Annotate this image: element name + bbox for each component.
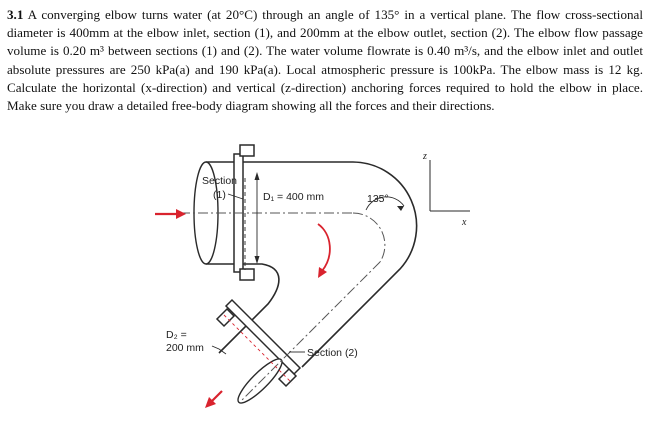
inlet-flow-arrow xyxy=(155,209,186,219)
bend-centerline xyxy=(353,213,385,262)
angle-arc-arrowhead xyxy=(397,206,404,211)
section1-label-line2: (1) xyxy=(213,189,226,201)
section1-label-line1: Section xyxy=(202,175,238,187)
axes-icon xyxy=(430,160,470,211)
outlet-flow-arrow xyxy=(205,391,222,408)
section2-label: Section (2) xyxy=(307,347,358,359)
d1-arrowhead-bottom xyxy=(255,256,260,264)
flow-turn-arrow xyxy=(318,224,330,278)
d1-arrowhead-top xyxy=(255,172,260,180)
axis-z-label: z xyxy=(423,151,427,162)
outlet-opening xyxy=(233,354,287,408)
d2-label-line1: D₂ = xyxy=(166,329,187,341)
problem-text: A converging elbow turns water (at 20°C) through an angle of 135° in a vertical plane. The flow cross-sectional diameter is 400mm at the elbow inlet, section (1), and 200mm at the elbow outlet, section (2). The elbow flow passage volume is 0.20 m³ between sections (1) and (2). The water volume flowrate is 0.40 m³/s, and the elbow inlet and outlet absolute pressures are 250 kPa(a) and 190 kPa(a). Local atmospheric pressure is 100kPa. The elbow mass is 12 kg. Calculate the horizontal (x-direction) and vertical (z-direction) anchoring forces required to hold the elbow in place. Make sure you draw a detailed free-body diagram showing all the forces and their directions. xyxy=(7,7,643,114)
problem-number: 3.1 xyxy=(7,7,24,22)
axis-x-label: x xyxy=(462,217,467,228)
d1-label: D₁ = 400 mm xyxy=(263,191,325,203)
angle-label: 135° xyxy=(367,193,389,205)
d2-label-line2: 200 mm xyxy=(166,342,204,354)
